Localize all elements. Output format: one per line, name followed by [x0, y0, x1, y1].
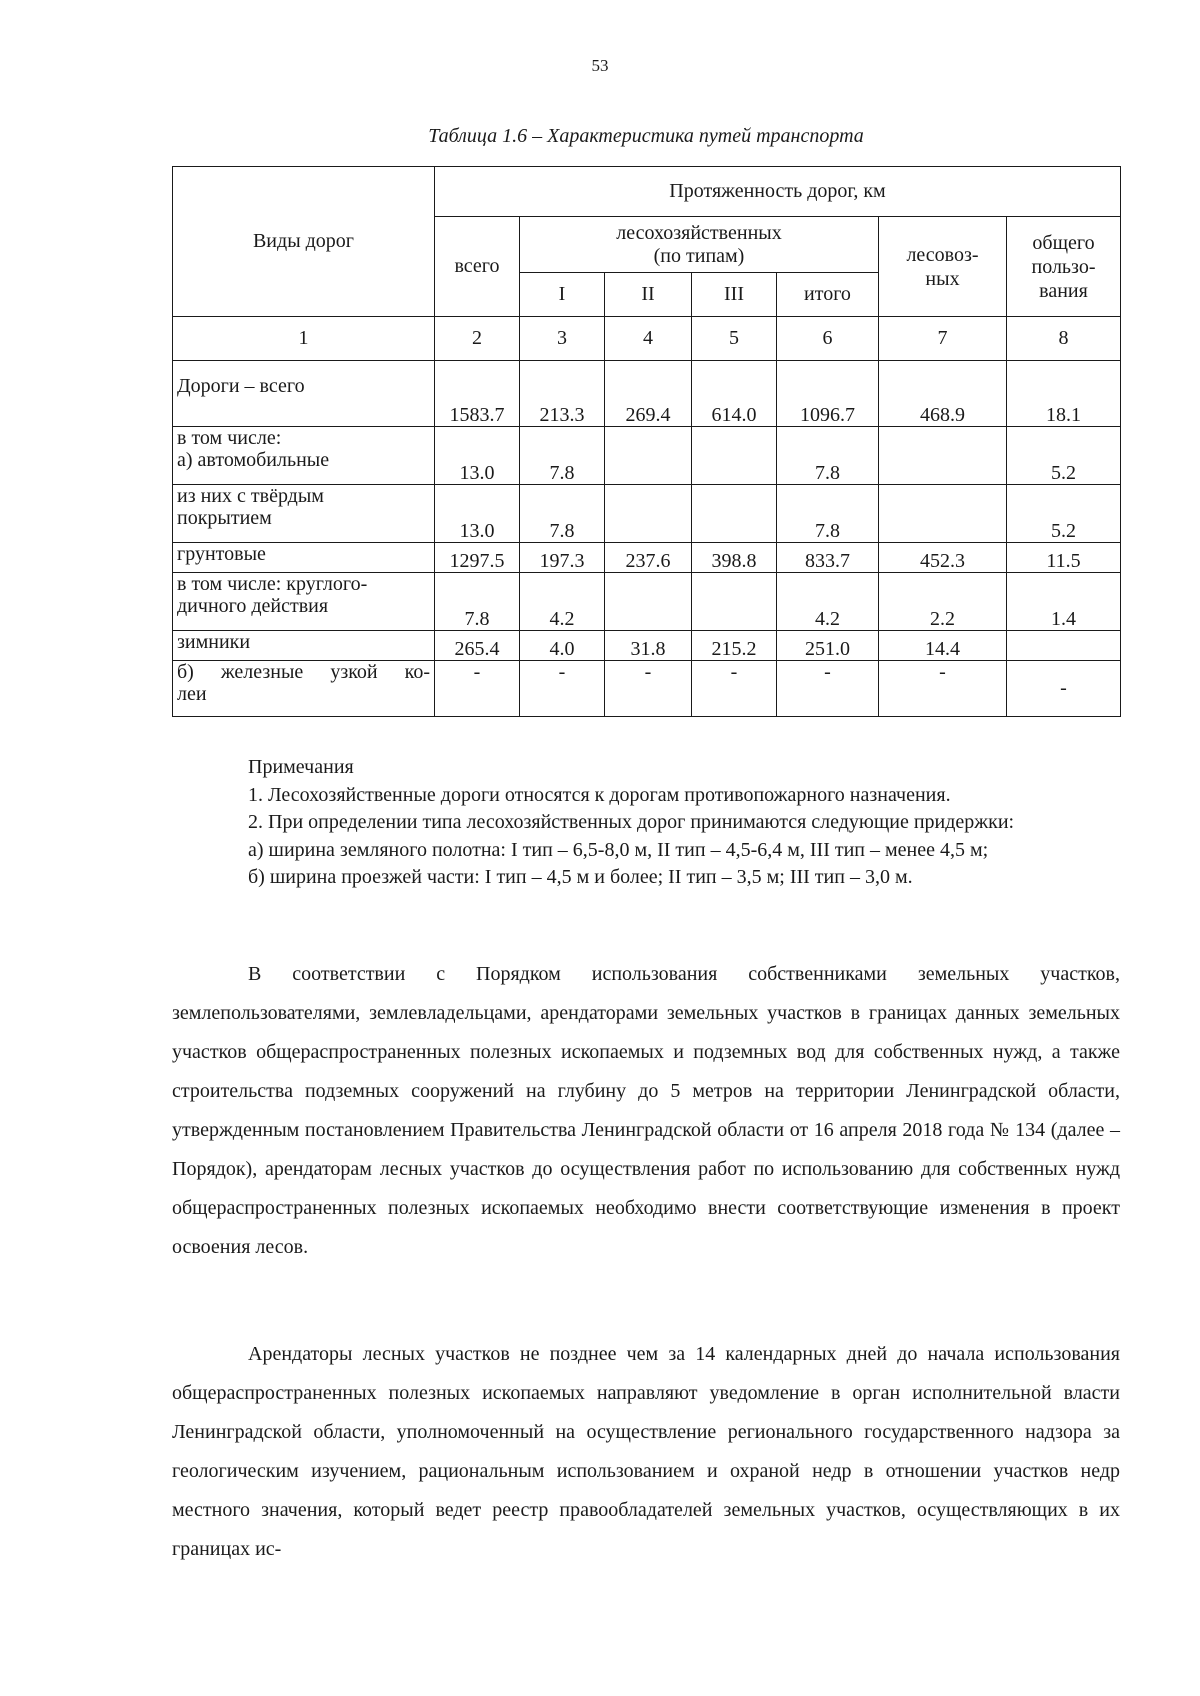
table-cell: 265.4 — [435, 631, 520, 661]
table-cell: 7.8 — [520, 485, 605, 543]
table-cell: 237.6 — [605, 543, 692, 573]
table-cell: 13.0 — [435, 427, 520, 485]
row-label — [173, 573, 435, 631]
body-paragraph: Арендаторы лесных участков не позднее чем за 14 календарных дней до начала использования общераспространенных полезных ископаемых направляют уведомление в орган исполнительной власти Ленинградской области, уполномоченный на осуществление регионального государственного надзора за геологическим изучением, рациональным использованием и охраной недр в отношении участков недр местного значения, который ведет реестр правообладателей земельных участков, осуществляющих в их границах ис- — [172, 1343, 1120, 1560]
table-cell: - — [520, 661, 605, 717]
note-2: 2. При определении типа лесохозяйственных дорог принимаются следующие придержки: — [248, 811, 1015, 833]
header-type1: I — [520, 273, 605, 317]
table-cell: 4.0 — [520, 631, 605, 661]
table-cell: - — [692, 661, 777, 717]
header-public-line2: пользо- — [1031, 255, 1096, 278]
row-label-line: леи — [177, 683, 207, 706]
row-label — [173, 661, 435, 717]
table-cell — [605, 485, 692, 543]
table-cell: - — [879, 661, 1007, 717]
table-cell: - — [777, 661, 879, 717]
header-logging — [879, 217, 1007, 317]
header-public-line3: вания — [1039, 279, 1088, 302]
table-cell: 1583.7 — [435, 361, 520, 427]
table-cell: 468.9 — [879, 361, 1007, 427]
header-forestry — [520, 217, 879, 273]
table-cell — [692, 427, 777, 485]
table-cell: 4.2 — [520, 573, 605, 631]
table-cell — [605, 573, 692, 631]
table-row — [173, 543, 1121, 573]
header-forestry-line2: (по типам) — [653, 244, 745, 267]
table-row — [173, 661, 1121, 717]
table-cell: 31.8 — [605, 631, 692, 661]
note-1: 1. Лесохозяйственные дороги относятся к дорогам противопожарного назначения. — [248, 783, 951, 806]
table-row — [173, 361, 1121, 427]
table-row — [173, 631, 1121, 661]
table-cell — [692, 485, 777, 543]
col-number: 4 — [605, 317, 692, 361]
table-cell: 1096.7 — [777, 361, 879, 427]
header-subtotal: итого — [777, 273, 879, 317]
col-number: 3 — [520, 317, 605, 361]
col-number: 6 — [777, 317, 879, 361]
table-row — [173, 485, 1121, 543]
table-row — [173, 427, 1121, 485]
table-cell: - — [605, 661, 692, 717]
col-number: 7 — [879, 317, 1007, 361]
table-cell: 2.2 — [879, 573, 1007, 631]
page-number: 53 — [591, 56, 609, 75]
row-label: зимники — [173, 631, 435, 661]
table-cell: 7.8 — [435, 573, 520, 631]
header-total: всего — [435, 217, 520, 317]
table-cell — [879, 485, 1007, 543]
row-label — [173, 427, 435, 485]
table-cell: 1297.5 — [435, 543, 520, 573]
row-label-line: б) железные узкой ко- — [177, 661, 430, 683]
table-cell: 213.3 — [520, 361, 605, 427]
table-cell: 7.8 — [777, 485, 879, 543]
table-cell: 197.3 — [520, 543, 605, 573]
header-road-types: Виды дорог — [173, 167, 435, 317]
row-label-line: дичного действия — [177, 595, 329, 618]
table-cell — [1007, 631, 1121, 661]
table-cell: 398.8 — [692, 543, 777, 573]
row-label-line: в том числе: круглого- — [177, 573, 368, 595]
table-cell: 215.2 — [692, 631, 777, 661]
body-paragraph: В соответствии с Порядком использования собственниками земельных участков, землепользователями, землевладельцами, арендаторами земельных участков в границах данных земельных участков общераспространенных полезных ископаемых и подземных вод для собственных нужд, а также строительства подземных сооружений на глубину до 5 метров на территории Ленинградской области, утвержденным постановлением Правительства Ленинградской области от 16 апреля 2018 года № 134 (далее – Порядок), арендаторам лесных участков до осуществления работ по использованию для собственных нужд общераспространенных полезных ископаемых необходимо внести соответствующие изменения в проект освоения лесов. — [172, 963, 1120, 1258]
row-label — [173, 485, 435, 543]
table-cell: 7.8 — [777, 427, 879, 485]
table-cell: 4.2 — [777, 573, 879, 631]
table-cell: 269.4 — [605, 361, 692, 427]
header-type2: II — [605, 273, 692, 317]
table-cell — [692, 573, 777, 631]
row-label-line: в том числе: — [177, 427, 282, 449]
col-number: 8 — [1007, 317, 1121, 361]
row-label-line: покрытием — [177, 507, 272, 530]
header-public — [1007, 217, 1121, 317]
notes-heading: Примечания — [248, 756, 354, 778]
table-row — [173, 573, 1121, 631]
header-type3: III — [692, 273, 777, 317]
notes-block — [172, 754, 1120, 892]
table-cell: 614.0 — [692, 361, 777, 427]
header-length-km: Протяженность дорог, км — [435, 167, 1121, 217]
table-cell: 5.2 — [1007, 427, 1121, 485]
header-forestry-line1: лесохозяйственных — [616, 221, 782, 244]
table-cell: 251.0 — [777, 631, 879, 661]
table-cell — [605, 427, 692, 485]
roads-table — [172, 166, 1121, 717]
col-number: 5 — [692, 317, 777, 361]
table-cell: 7.8 — [520, 427, 605, 485]
table-cell: 13.0 — [435, 485, 520, 543]
table-cell: 5.2 — [1007, 485, 1121, 543]
header-public-line1: общего — [1032, 231, 1095, 254]
table-cell — [879, 427, 1007, 485]
col-number: 2 — [435, 317, 520, 361]
table-cell: 18.1 — [1007, 361, 1121, 427]
table-cell: 11.5 — [1007, 543, 1121, 573]
note-2a: а) ширина земляного полотна: I тип – 6,5-8,0 м, II тип – 4,5-6,4 м, III тип – менее 4,5 м; — [248, 838, 989, 861]
row-label: Дороги – всего — [173, 361, 435, 427]
table-cell: - — [1007, 661, 1121, 717]
table-cell: 833.7 — [777, 543, 879, 573]
row-label-line: из них с твёрдым — [177, 485, 324, 507]
header-logging-line2: ных — [925, 267, 960, 290]
note-2b: б) ширина проезжей части: I тип – 4,5 м и более; II тип – 3,5 м; III тип – 3,0 м. — [248, 866, 913, 888]
table-cell: 1.4 — [1007, 573, 1121, 631]
table-cell: 452.3 — [879, 543, 1007, 573]
row-label: грунтовые — [173, 543, 435, 573]
table-cell: - — [435, 661, 520, 717]
table-caption: Таблица 1.6 – Характеристика путей транспорта — [428, 125, 864, 147]
row-label-line: а) автомобильные — [177, 449, 330, 472]
header-logging-line1: лесовоз- — [906, 243, 979, 266]
col-number: 1 — [173, 317, 435, 361]
table-cell: 14.4 — [879, 631, 1007, 661]
